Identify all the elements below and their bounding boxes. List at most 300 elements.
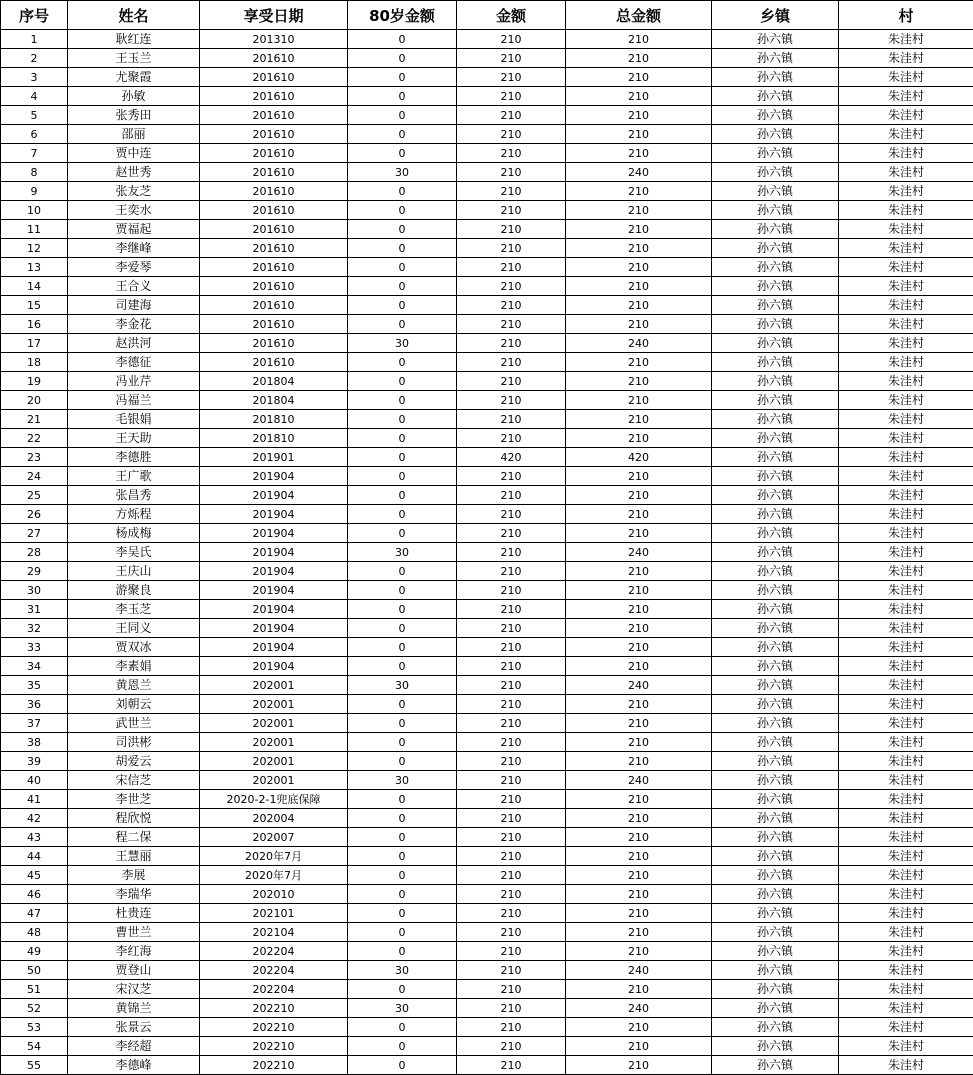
cell-index[interactable]: 47 <box>1 904 68 923</box>
cell-amount[interactable]: 210 <box>457 87 566 106</box>
cell-amount[interactable]: 210 <box>457 163 566 182</box>
cell-village[interactable]: 朱洼村 <box>839 904 973 923</box>
cell-name[interactable]: 李红海 <box>68 942 200 961</box>
cell-amount[interactable]: 210 <box>457 334 566 353</box>
cell-age80-amount[interactable]: 0 <box>348 733 457 752</box>
cell-age80-amount[interactable]: 0 <box>348 87 457 106</box>
cell-name[interactable]: 贾登山 <box>68 961 200 980</box>
cell-index[interactable]: 3 <box>1 68 68 87</box>
cell-town[interactable]: 孙六镇 <box>712 733 839 752</box>
cell-name[interactable]: 邵丽 <box>68 125 200 144</box>
cell-age80-amount[interactable]: 0 <box>348 505 457 524</box>
cell-name[interactable]: 王庆山 <box>68 562 200 581</box>
cell-village[interactable]: 朱洼村 <box>839 961 973 980</box>
cell-town[interactable]: 孙六镇 <box>712 315 839 334</box>
cell-start-date[interactable]: 202007 <box>200 828 348 847</box>
cell-village[interactable]: 朱洼村 <box>839 277 973 296</box>
cell-village[interactable]: 朱洼村 <box>839 486 973 505</box>
cell-amount[interactable]: 210 <box>457 942 566 961</box>
cell-amount[interactable]: 210 <box>457 790 566 809</box>
cell-village[interactable]: 朱洼村 <box>839 1056 973 1075</box>
cell-age80-amount[interactable]: 30 <box>348 334 457 353</box>
cell-index[interactable]: 29 <box>1 562 68 581</box>
cell-total[interactable]: 210 <box>566 315 712 334</box>
cell-age80-amount[interactable]: 0 <box>348 353 457 372</box>
cell-amount[interactable]: 420 <box>457 448 566 467</box>
cell-age80-amount[interactable]: 0 <box>348 562 457 581</box>
cell-total[interactable]: 210 <box>566 87 712 106</box>
cell-index[interactable]: 16 <box>1 315 68 334</box>
cell-name[interactable]: 孙敏 <box>68 87 200 106</box>
cell-start-date[interactable]: 202204 <box>200 980 348 999</box>
cell-index[interactable]: 4 <box>1 87 68 106</box>
cell-town[interactable]: 孙六镇 <box>712 125 839 144</box>
cell-age80-amount[interactable]: 0 <box>348 1056 457 1075</box>
cell-town[interactable]: 孙六镇 <box>712 68 839 87</box>
cell-town[interactable]: 孙六镇 <box>712 866 839 885</box>
cell-amount[interactable]: 210 <box>457 201 566 220</box>
cell-village[interactable]: 朱洼村 <box>839 942 973 961</box>
cell-start-date[interactable]: 201904 <box>200 505 348 524</box>
cell-town[interactable]: 孙六镇 <box>712 524 839 543</box>
cell-village[interactable]: 朱洼村 <box>839 923 973 942</box>
cell-index[interactable]: 2 <box>1 49 68 68</box>
cell-index[interactable]: 25 <box>1 486 68 505</box>
cell-name[interactable]: 司建海 <box>68 296 200 315</box>
cell-village[interactable]: 朱洼村 <box>839 619 973 638</box>
cell-start-date[interactable]: 202001 <box>200 695 348 714</box>
cell-total[interactable]: 210 <box>566 828 712 847</box>
cell-name[interactable]: 赵世秀 <box>68 163 200 182</box>
cell-amount[interactable]: 210 <box>457 638 566 657</box>
cell-age80-amount[interactable]: 0 <box>348 239 457 258</box>
cell-town[interactable]: 孙六镇 <box>712 543 839 562</box>
cell-age80-amount[interactable]: 0 <box>348 524 457 543</box>
cell-name[interactable]: 毛银娟 <box>68 410 200 429</box>
cell-total[interactable]: 210 <box>566 980 712 999</box>
cell-village[interactable]: 朱洼村 <box>839 524 973 543</box>
cell-name[interactable]: 李素娟 <box>68 657 200 676</box>
cell-age80-amount[interactable]: 0 <box>348 68 457 87</box>
cell-village[interactable]: 朱洼村 <box>839 695 973 714</box>
cell-start-date[interactable]: 201904 <box>200 467 348 486</box>
cell-name[interactable]: 贾双冰 <box>68 638 200 657</box>
cell-town[interactable]: 孙六镇 <box>712 1018 839 1037</box>
cell-start-date[interactable]: 2020-2-1兜底保障 <box>200 790 348 809</box>
cell-total[interactable]: 210 <box>566 1037 712 1056</box>
cell-age80-amount[interactable]: 0 <box>348 904 457 923</box>
cell-total[interactable]: 210 <box>566 277 712 296</box>
cell-name[interactable]: 王奕水 <box>68 201 200 220</box>
cell-name[interactable]: 王玉兰 <box>68 49 200 68</box>
cell-total[interactable]: 210 <box>566 923 712 942</box>
cell-amount[interactable]: 210 <box>457 49 566 68</box>
cell-amount[interactable]: 210 <box>457 562 566 581</box>
cell-age80-amount[interactable]: 0 <box>348 448 457 467</box>
cell-index[interactable]: 32 <box>1 619 68 638</box>
cell-age80-amount[interactable]: 0 <box>348 277 457 296</box>
cell-town[interactable]: 孙六镇 <box>712 714 839 733</box>
cell-total[interactable]: 210 <box>566 49 712 68</box>
cell-name[interactable]: 程欣悦 <box>68 809 200 828</box>
cell-total[interactable]: 210 <box>566 68 712 87</box>
cell-village[interactable]: 朱洼村 <box>839 581 973 600</box>
cell-total[interactable]: 240 <box>566 771 712 790</box>
cell-town[interactable]: 孙六镇 <box>712 904 839 923</box>
cell-index[interactable]: 50 <box>1 961 68 980</box>
cell-town[interactable]: 孙六镇 <box>712 961 839 980</box>
cell-start-date[interactable]: 201310 <box>200 30 348 49</box>
cell-name[interactable]: 曹世兰 <box>68 923 200 942</box>
cell-start-date[interactable]: 2020年7月 <box>200 866 348 885</box>
cell-age80-amount[interactable]: 0 <box>348 144 457 163</box>
cell-amount[interactable]: 210 <box>457 239 566 258</box>
cell-start-date[interactable]: 202001 <box>200 771 348 790</box>
cell-name[interactable]: 李德胜 <box>68 448 200 467</box>
cell-start-date[interactable]: 201610 <box>200 353 348 372</box>
cell-amount[interactable]: 210 <box>457 410 566 429</box>
cell-age80-amount[interactable]: 0 <box>348 201 457 220</box>
cell-village[interactable]: 朱洼村 <box>839 30 973 49</box>
cell-start-date[interactable]: 202210 <box>200 1018 348 1037</box>
cell-amount[interactable]: 210 <box>457 847 566 866</box>
cell-village[interactable]: 朱洼村 <box>839 391 973 410</box>
cell-name[interactable]: 赵洪河 <box>68 334 200 353</box>
cell-index[interactable]: 12 <box>1 239 68 258</box>
cell-name[interactable]: 司洪彬 <box>68 733 200 752</box>
cell-age80-amount[interactable]: 0 <box>348 220 457 239</box>
cell-index[interactable]: 18 <box>1 353 68 372</box>
cell-amount[interactable]: 210 <box>457 752 566 771</box>
cell-village[interactable]: 朱洼村 <box>839 657 973 676</box>
cell-amount[interactable]: 210 <box>457 296 566 315</box>
cell-name[interactable]: 杨成梅 <box>68 524 200 543</box>
cell-amount[interactable]: 210 <box>457 277 566 296</box>
cell-town[interactable]: 孙六镇 <box>712 638 839 657</box>
cell-town[interactable]: 孙六镇 <box>712 752 839 771</box>
cell-amount[interactable]: 210 <box>457 1018 566 1037</box>
cell-index[interactable]: 52 <box>1 999 68 1018</box>
cell-index[interactable]: 17 <box>1 334 68 353</box>
cell-amount[interactable]: 210 <box>457 695 566 714</box>
cell-index[interactable]: 38 <box>1 733 68 752</box>
cell-age80-amount[interactable]: 0 <box>348 790 457 809</box>
cell-start-date[interactable]: 201904 <box>200 543 348 562</box>
cell-total[interactable]: 210 <box>566 657 712 676</box>
cell-name[interactable]: 李展 <box>68 866 200 885</box>
cell-age80-amount[interactable]: 0 <box>348 619 457 638</box>
column-header-village[interactable]: 村 <box>839 1 973 30</box>
cell-index[interactable]: 53 <box>1 1018 68 1037</box>
cell-town[interactable]: 孙六镇 <box>712 296 839 315</box>
cell-name[interactable]: 尤聚霞 <box>68 68 200 87</box>
cell-town[interactable]: 孙六镇 <box>712 847 839 866</box>
cell-total[interactable]: 210 <box>566 30 712 49</box>
cell-index[interactable]: 9 <box>1 182 68 201</box>
cell-total[interactable]: 210 <box>566 429 712 448</box>
cell-name[interactable]: 胡爱云 <box>68 752 200 771</box>
cell-start-date[interactable]: 201610 <box>200 106 348 125</box>
cell-age80-amount[interactable]: 0 <box>348 106 457 125</box>
cell-village[interactable]: 朱洼村 <box>839 600 973 619</box>
cell-name[interactable]: 李经超 <box>68 1037 200 1056</box>
cell-total[interactable]: 240 <box>566 676 712 695</box>
cell-start-date[interactable]: 201610 <box>200 163 348 182</box>
cell-age80-amount[interactable]: 30 <box>348 676 457 695</box>
cell-index[interactable]: 33 <box>1 638 68 657</box>
cell-index[interactable]: 22 <box>1 429 68 448</box>
cell-index[interactable]: 30 <box>1 581 68 600</box>
cell-total[interactable]: 210 <box>566 942 712 961</box>
cell-start-date[interactable]: 201610 <box>200 239 348 258</box>
cell-village[interactable]: 朱洼村 <box>839 676 973 695</box>
cell-name[interactable]: 贾福起 <box>68 220 200 239</box>
cell-age80-amount[interactable]: 0 <box>348 296 457 315</box>
cell-age80-amount[interactable]: 0 <box>348 980 457 999</box>
cell-start-date[interactable]: 202010 <box>200 885 348 904</box>
cell-village[interactable]: 朱洼村 <box>839 201 973 220</box>
cell-age80-amount[interactable]: 0 <box>348 600 457 619</box>
cell-town[interactable]: 孙六镇 <box>712 1037 839 1056</box>
cell-amount[interactable]: 210 <box>457 543 566 562</box>
cell-total[interactable]: 240 <box>566 334 712 353</box>
cell-town[interactable]: 孙六镇 <box>712 239 839 258</box>
cell-name[interactable]: 方烁程 <box>68 505 200 524</box>
cell-village[interactable]: 朱洼村 <box>839 106 973 125</box>
cell-village[interactable]: 朱洼村 <box>839 752 973 771</box>
cell-amount[interactable]: 210 <box>457 866 566 885</box>
cell-age80-amount[interactable]: 0 <box>348 1018 457 1037</box>
cell-amount[interactable]: 210 <box>457 676 566 695</box>
cell-age80-amount[interactable]: 30 <box>348 543 457 562</box>
cell-town[interactable]: 孙六镇 <box>712 372 839 391</box>
cell-town[interactable]: 孙六镇 <box>712 923 839 942</box>
cell-name[interactable]: 刘朝云 <box>68 695 200 714</box>
cell-total[interactable]: 210 <box>566 638 712 657</box>
cell-amount[interactable]: 210 <box>457 182 566 201</box>
cell-index[interactable]: 27 <box>1 524 68 543</box>
cell-total[interactable]: 210 <box>566 182 712 201</box>
cell-amount[interactable]: 210 <box>457 125 566 144</box>
cell-total[interactable]: 210 <box>566 714 712 733</box>
cell-total[interactable]: 210 <box>566 106 712 125</box>
cell-village[interactable]: 朱洼村 <box>839 258 973 277</box>
cell-town[interactable]: 孙六镇 <box>712 695 839 714</box>
cell-amount[interactable]: 210 <box>457 353 566 372</box>
cell-age80-amount[interactable]: 0 <box>348 486 457 505</box>
cell-town[interactable]: 孙六镇 <box>712 486 839 505</box>
cell-name[interactable]: 李金花 <box>68 315 200 334</box>
cell-index[interactable]: 24 <box>1 467 68 486</box>
column-header-town[interactable]: 乡镇 <box>712 1 839 30</box>
cell-age80-amount[interactable]: 0 <box>348 923 457 942</box>
cell-index[interactable]: 48 <box>1 923 68 942</box>
cell-village[interactable]: 朱洼村 <box>839 1018 973 1037</box>
cell-age80-amount[interactable]: 0 <box>348 847 457 866</box>
cell-start-date[interactable]: 202210 <box>200 1056 348 1075</box>
column-header-start-date[interactable]: 享受日期 <box>200 1 348 30</box>
cell-start-date[interactable]: 201804 <box>200 372 348 391</box>
cell-amount[interactable]: 210 <box>457 923 566 942</box>
cell-index[interactable]: 39 <box>1 752 68 771</box>
cell-name[interactable]: 张友芝 <box>68 182 200 201</box>
cell-town[interactable]: 孙六镇 <box>712 334 839 353</box>
cell-total[interactable]: 210 <box>566 790 712 809</box>
cell-village[interactable]: 朱洼村 <box>839 505 973 524</box>
cell-town[interactable]: 孙六镇 <box>712 885 839 904</box>
cell-village[interactable]: 朱洼村 <box>839 410 973 429</box>
cell-town[interactable]: 孙六镇 <box>712 87 839 106</box>
cell-village[interactable]: 朱洼村 <box>839 87 973 106</box>
cell-total[interactable]: 210 <box>566 847 712 866</box>
cell-name[interactable]: 冯业芹 <box>68 372 200 391</box>
cell-start-date[interactable]: 201904 <box>200 581 348 600</box>
cell-town[interactable]: 孙六镇 <box>712 144 839 163</box>
cell-index[interactable]: 41 <box>1 790 68 809</box>
cell-start-date[interactable]: 201610 <box>200 125 348 144</box>
cell-name[interactable]: 王天助 <box>68 429 200 448</box>
cell-name[interactable]: 黄恩兰 <box>68 676 200 695</box>
cell-town[interactable]: 孙六镇 <box>712 448 839 467</box>
cell-village[interactable]: 朱洼村 <box>839 296 973 315</box>
cell-index[interactable]: 21 <box>1 410 68 429</box>
cell-name[interactable]: 杜贵连 <box>68 904 200 923</box>
cell-start-date[interactable]: 201810 <box>200 410 348 429</box>
cell-village[interactable]: 朱洼村 <box>839 543 973 562</box>
cell-amount[interactable]: 210 <box>457 391 566 410</box>
cell-age80-amount[interactable]: 0 <box>348 714 457 733</box>
cell-town[interactable]: 孙六镇 <box>712 182 839 201</box>
cell-amount[interactable]: 210 <box>457 68 566 87</box>
cell-village[interactable]: 朱洼村 <box>839 372 973 391</box>
cell-village[interactable]: 朱洼村 <box>839 182 973 201</box>
cell-index[interactable]: 51 <box>1 980 68 999</box>
cell-name[interactable]: 李世芝 <box>68 790 200 809</box>
cell-start-date[interactable]: 202101 <box>200 904 348 923</box>
cell-village[interactable]: 朱洼村 <box>839 885 973 904</box>
cell-total[interactable]: 210 <box>566 695 712 714</box>
cell-age80-amount[interactable]: 30 <box>348 999 457 1018</box>
cell-amount[interactable]: 210 <box>457 372 566 391</box>
cell-start-date[interactable]: 201610 <box>200 49 348 68</box>
cell-amount[interactable]: 210 <box>457 106 566 125</box>
cell-name[interactable]: 张秀田 <box>68 106 200 125</box>
cell-total[interactable]: 210 <box>566 524 712 543</box>
cell-index[interactable]: 15 <box>1 296 68 315</box>
cell-amount[interactable]: 210 <box>457 524 566 543</box>
cell-town[interactable]: 孙六镇 <box>712 467 839 486</box>
cell-amount[interactable]: 210 <box>457 30 566 49</box>
cell-total[interactable]: 210 <box>566 239 712 258</box>
cell-name[interactable]: 宋汉芝 <box>68 980 200 999</box>
cell-amount[interactable]: 210 <box>457 904 566 923</box>
cell-age80-amount[interactable]: 30 <box>348 961 457 980</box>
cell-age80-amount[interactable]: 30 <box>348 163 457 182</box>
cell-index[interactable]: 44 <box>1 847 68 866</box>
cell-age80-amount[interactable]: 0 <box>348 30 457 49</box>
cell-total[interactable]: 210 <box>566 220 712 239</box>
cell-amount[interactable]: 210 <box>457 315 566 334</box>
cell-index[interactable]: 45 <box>1 866 68 885</box>
cell-village[interactable]: 朱洼村 <box>839 771 973 790</box>
cell-village[interactable]: 朱洼村 <box>839 334 973 353</box>
cell-amount[interactable]: 210 <box>457 1037 566 1056</box>
cell-age80-amount[interactable]: 0 <box>348 258 457 277</box>
cell-index[interactable]: 5 <box>1 106 68 125</box>
cell-index[interactable]: 10 <box>1 201 68 220</box>
cell-town[interactable]: 孙六镇 <box>712 201 839 220</box>
cell-age80-amount[interactable]: 0 <box>348 1037 457 1056</box>
cell-index[interactable]: 31 <box>1 600 68 619</box>
cell-total[interactable]: 240 <box>566 543 712 562</box>
column-header-name[interactable]: 姓名 <box>68 1 200 30</box>
cell-index[interactable]: 55 <box>1 1056 68 1075</box>
cell-town[interactable]: 孙六镇 <box>712 258 839 277</box>
cell-total[interactable]: 210 <box>566 562 712 581</box>
cell-amount[interactable]: 210 <box>457 980 566 999</box>
cell-index[interactable]: 37 <box>1 714 68 733</box>
cell-total[interactable]: 210 <box>566 505 712 524</box>
cell-start-date[interactable]: 202001 <box>200 676 348 695</box>
cell-village[interactable]: 朱洼村 <box>839 1037 973 1056</box>
cell-village[interactable]: 朱洼村 <box>839 163 973 182</box>
cell-start-date[interactable]: 201610 <box>200 296 348 315</box>
cell-name[interactable]: 王广歌 <box>68 467 200 486</box>
cell-town[interactable]: 孙六镇 <box>712 1056 839 1075</box>
cell-village[interactable]: 朱洼村 <box>839 429 973 448</box>
cell-amount[interactable]: 210 <box>457 220 566 239</box>
cell-total[interactable]: 210 <box>566 619 712 638</box>
cell-village[interactable]: 朱洼村 <box>839 315 973 334</box>
cell-amount[interactable]: 210 <box>457 144 566 163</box>
cell-town[interactable]: 孙六镇 <box>712 353 839 372</box>
cell-name[interactable]: 张昌秀 <box>68 486 200 505</box>
cell-index[interactable]: 35 <box>1 676 68 695</box>
cell-age80-amount[interactable]: 0 <box>348 752 457 771</box>
cell-index[interactable]: 14 <box>1 277 68 296</box>
cell-village[interactable]: 朱洼村 <box>839 220 973 239</box>
cell-total[interactable]: 210 <box>566 410 712 429</box>
cell-total[interactable]: 210 <box>566 885 712 904</box>
cell-town[interactable]: 孙六镇 <box>712 30 839 49</box>
cell-village[interactable]: 朱洼村 <box>839 980 973 999</box>
cell-amount[interactable]: 210 <box>457 486 566 505</box>
cell-total[interactable]: 210 <box>566 467 712 486</box>
cell-age80-amount[interactable]: 0 <box>348 429 457 448</box>
cell-total[interactable]: 210 <box>566 809 712 828</box>
cell-index[interactable]: 13 <box>1 258 68 277</box>
column-header-amount[interactable]: 金额 <box>457 1 566 30</box>
cell-start-date[interactable]: 202210 <box>200 999 348 1018</box>
cell-total[interactable]: 210 <box>566 1056 712 1075</box>
cell-total[interactable]: 210 <box>566 353 712 372</box>
cell-village[interactable]: 朱洼村 <box>839 562 973 581</box>
cell-start-date[interactable]: 2020年7月 <box>200 847 348 866</box>
cell-start-date[interactable]: 201610 <box>200 68 348 87</box>
cell-index[interactable]: 1 <box>1 30 68 49</box>
cell-amount[interactable]: 210 <box>457 581 566 600</box>
cell-town[interactable]: 孙六镇 <box>712 942 839 961</box>
cell-name[interactable]: 李玉芝 <box>68 600 200 619</box>
cell-name[interactable]: 李德征 <box>68 353 200 372</box>
cell-age80-amount[interactable]: 0 <box>348 467 457 486</box>
cell-name[interactable]: 耿红连 <box>68 30 200 49</box>
cell-age80-amount[interactable]: 0 <box>348 372 457 391</box>
cell-age80-amount[interactable]: 0 <box>348 315 457 334</box>
cell-village[interactable]: 朱洼村 <box>839 144 973 163</box>
cell-age80-amount[interactable]: 0 <box>348 49 457 68</box>
cell-total[interactable]: 210 <box>566 1018 712 1037</box>
